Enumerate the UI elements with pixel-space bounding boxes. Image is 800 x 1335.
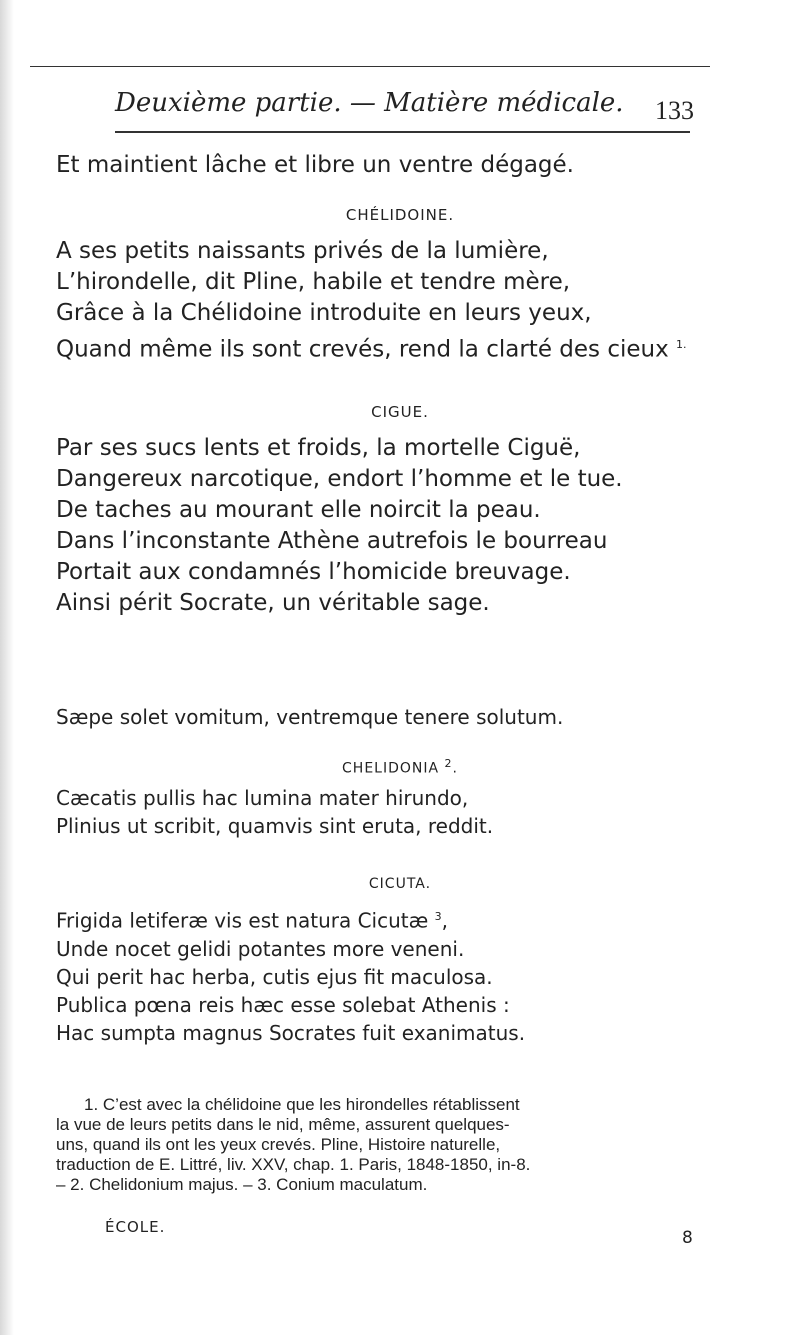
verse-line: L’hirondelle, dit Pline, habile et tendre mère, (56, 269, 571, 295)
poem-cigue (56, 433, 776, 619)
top-rule (30, 66, 710, 67)
verse-line: Grâce à la Chélidoine introduite en leurs yeux, (56, 300, 592, 326)
footnote-line: – 2. Chelidonium majus. – 3. Conium maculatum. (56, 1175, 428, 1194)
footnotes (56, 1095, 776, 1195)
verse-line (56, 329, 776, 366)
section-title-cicuta: CICUTA. (368, 876, 432, 892)
footnote-line: la vue de leurs petits dans le nid, même, assurent quelques- (56, 1115, 510, 1134)
footnote-line: uns, quand ils ont les yeux crevés. Pline, Histoire naturelle, (56, 1135, 501, 1154)
verse-line: Ainsi périt Socrate, un véritable sage. (56, 590, 490, 616)
verse-line: De taches au mourant elle noircit la peau. (56, 497, 541, 523)
verse-line: Plinius ut scribit, quamvis sint eruta, reddit. (56, 814, 494, 838)
page-number: 133 (655, 96, 694, 125)
opening-line: Et maintient lâche et libre un ventre dégagé. (56, 152, 574, 178)
footnote-ref: 2 (444, 757, 453, 770)
gutter-shadow (0, 0, 14, 1335)
footnote-ref: 3 (434, 910, 442, 923)
footnote-ref: 1. (676, 338, 687, 351)
latin-opening-line: Sæpe solet vomitum, ventremque tenere solutum. (56, 705, 564, 729)
verse-line: Qui perit hac herba, cutis ejus fit maculosa. (56, 964, 493, 989)
verse-text: Quand même ils sont crevés, rend la clarté des cieux (56, 336, 669, 363)
verse-line: Par ses sucs lents et froids, la mortelle Ciguë, (56, 435, 581, 461)
poem-chelidoine (56, 236, 776, 366)
footnote-line: 1. C’est avec la chélidoine que les hirondelles rétablissent (84, 1095, 520, 1114)
section-title-chelidonia: CHELIDONIA $^2$. (342, 757, 458, 777)
chelidonia-title-text: CHELIDONIA (342, 760, 440, 777)
verse-line: A ses petits naissants privés de la lumière, (56, 238, 549, 264)
verse-line: Dans l’inconstante Athène autrefois le bourreau (56, 528, 608, 554)
footnote-line: traduction de E. Littré, liv. XXV, chap. 1. Paris, 1848-1850, in-8. (56, 1155, 531, 1174)
section-title-chelidoine: CHÉLIDOINE. (345, 206, 455, 224)
verse-line: Cæcatis pullis hac lumina mater hirundo, (56, 786, 469, 810)
verse-line: Frigida letiferæ vis est natura Cicutæ $^3$, (56, 908, 448, 933)
header-rule (115, 131, 690, 133)
verse-line: Dangereux narcotique, endort l’homme et le tue. (56, 466, 623, 492)
verse-line: Publica pœna reis hæc esse solebat Athenis : (56, 992, 510, 1017)
verse-text: Frigida letiferæ vis est natura Cicutæ (56, 908, 429, 933)
signature-number: 8 (682, 1228, 693, 1248)
poem-chelidonia (56, 784, 776, 840)
opening-line-block (56, 150, 776, 181)
verse-line: Hac sumpta magnus Socrates fuit exanimatus. (56, 1020, 526, 1045)
signature-label: ÉCOLE. (105, 1218, 166, 1236)
running-header: Deuxième partie. — Matière médicale. (115, 88, 624, 118)
section-title-cigue: CIGUE. (371, 403, 429, 421)
verse-line: Portait aux condamnés l’homicide breuvage. (56, 559, 571, 585)
latin-opening-block (56, 703, 776, 731)
verse-line: Unde nocet gelidi potantes more veneni. (56, 936, 465, 961)
poem-cicuta (56, 903, 776, 1047)
